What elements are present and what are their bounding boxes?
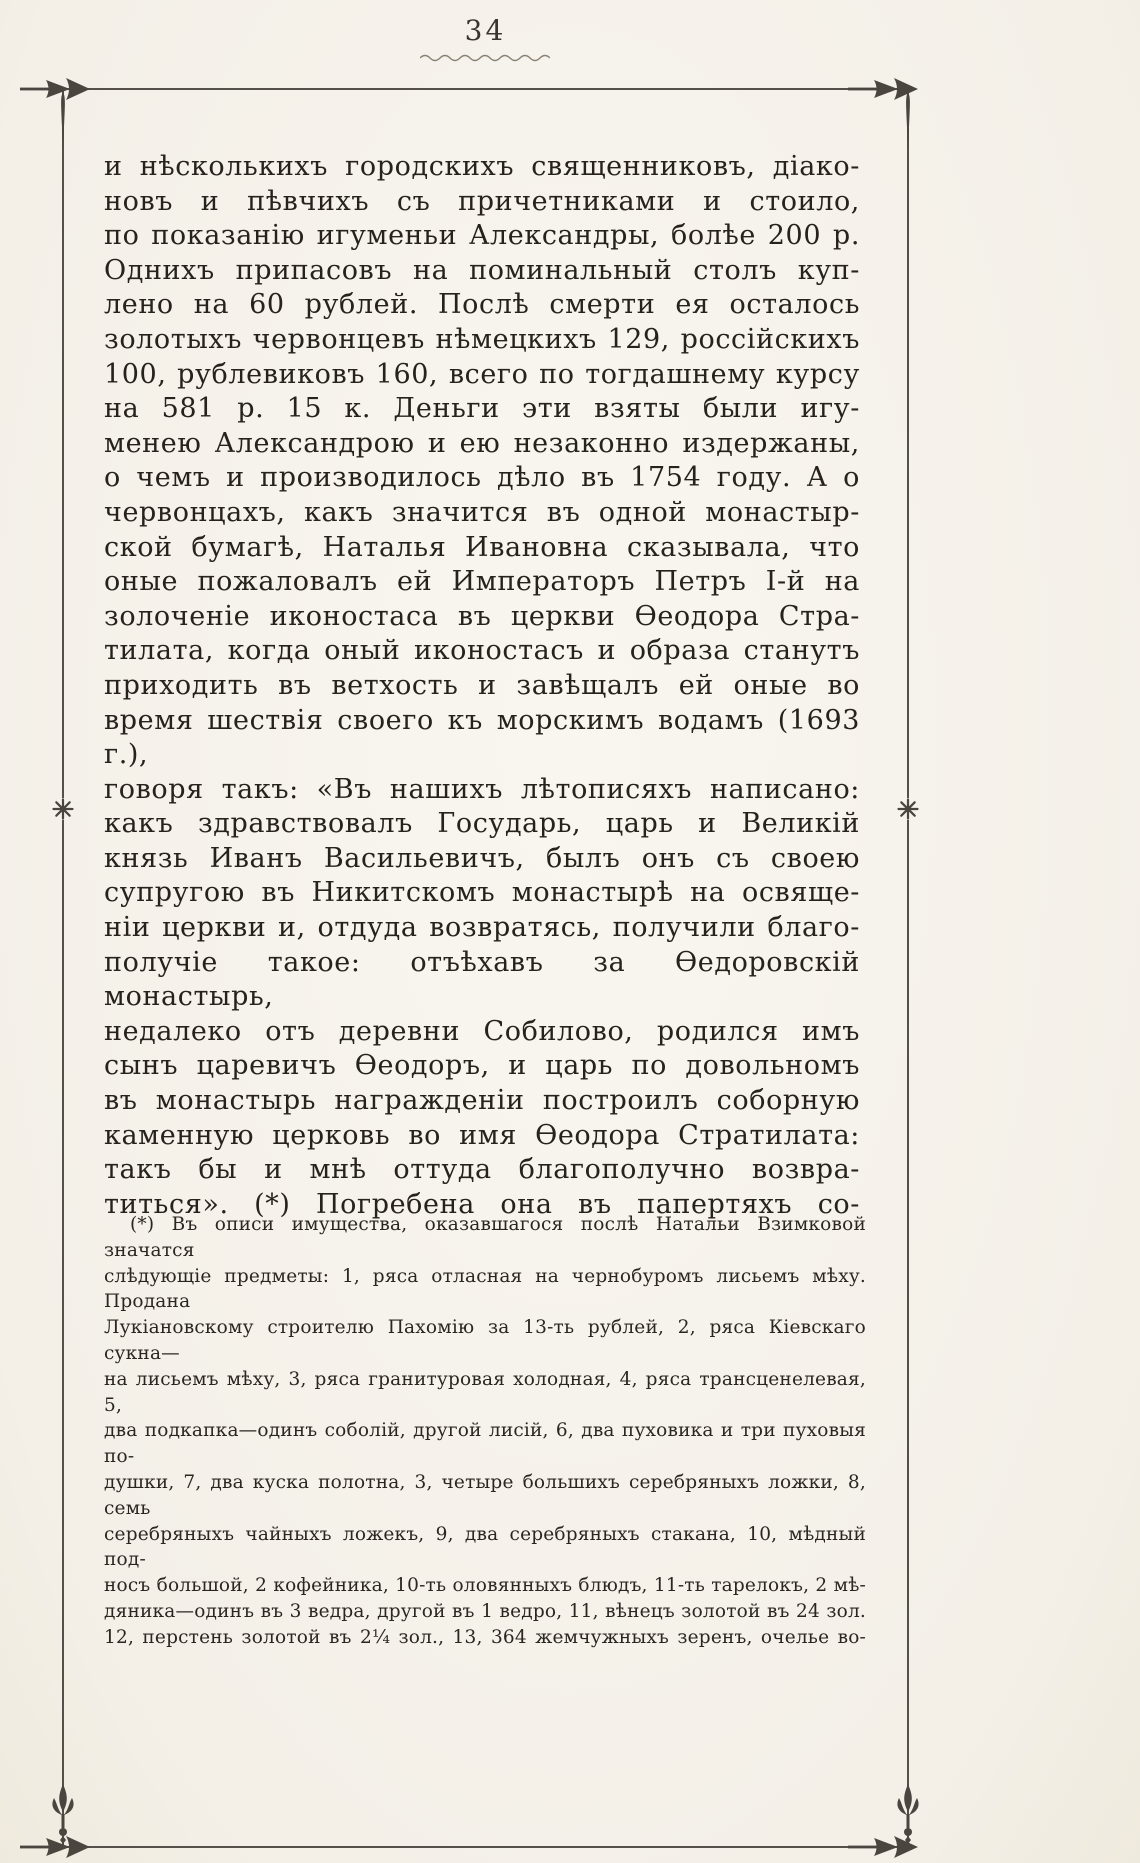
text-line: (*) Въ описи имущества, оказавшагося послѣ Натальи Взимковой значатся xyxy=(104,1214,866,1261)
text-line: менею Александрою и ею незаконно издержаны, xyxy=(104,427,860,459)
bottom-left-corner-arrow-ornament xyxy=(20,1833,92,1861)
text-line: 100, рублевиковъ 160, всего по тогдашнему курсу xyxy=(104,358,860,390)
text-line: время шествія своего къ морскимъ водамъ (1693 г.), xyxy=(104,704,860,771)
text-line: говоря такъ: «Въ нашихъ лѣтописяхъ написано: xyxy=(104,773,860,805)
text-line: получіе такое: отъѣхавъ за Ѳедоровскій монастырь, xyxy=(104,946,860,1013)
header-rule-ornament xyxy=(420,52,550,64)
text-line: ніи церкви и, отдуда возвратясь, получили благо- xyxy=(104,912,860,944)
text-line: каменную церковь во имя Ѳеодора Стратилата: xyxy=(104,1119,860,1151)
text-line: и нѣсколькихъ городскихъ священниковъ, діако- xyxy=(104,151,860,182)
text-line: золоченіе иконостаса въ церкви Ѳеодора Стра- xyxy=(104,600,860,632)
text-line: оные пожаловалъ ей Императоръ Петръ I-й на xyxy=(104,566,860,598)
text-line: новъ и пѣвчихъ съ причетниками и стоило, xyxy=(104,185,860,217)
text-line: душки, 7, два куска полотна, 3, четыре большихъ серебряныхъ ложки, 8, семь xyxy=(104,1471,866,1519)
text-line: носъ большой, 2 кофейника, 10-ть оловянныхъ блюдъ, 11-ть тарелокъ, 2 мѣ- xyxy=(104,1575,866,1597)
text-line: титься». (*) Погребена она въ папертяхъ со- xyxy=(104,1188,860,1220)
text-line: о чемъ и производилось дѣло въ 1754 году. А о xyxy=(104,462,860,494)
text-line: въ монастырь награжденіи построилъ соборную xyxy=(104,1085,860,1117)
text-line: серебряныхъ чайныхъ ложекъ, 9, два серебряныхъ стакана, 10, мѣдный под- xyxy=(104,1523,866,1571)
text-line: Однихъ припасовъ на поминальный столъ куп- xyxy=(104,254,860,286)
text-line: золотыхъ червонцевъ нѣмецкихъ 129, россійскихъ xyxy=(104,323,860,355)
left-pendant-spike-ornament xyxy=(57,92,69,150)
text-line: недалеко отъ деревни Собилово, родился имъ xyxy=(104,1015,860,1047)
text-line: такъ бы и мнѣ оттуда благополучно возвра- xyxy=(104,1154,860,1186)
text-line: червонцахъ, какъ значится въ одной монастыр- xyxy=(104,496,860,528)
text-line: супругою въ Никитскомъ монастырѣ на освяще- xyxy=(104,877,860,909)
text-line: какъ здравствовалъ Государь, царь и Великій xyxy=(104,808,860,840)
footnote xyxy=(104,1212,866,1651)
text-line: два подкапка—одинъ соболій, другой лисій, 6, два пуховика и три пуховыя по- xyxy=(104,1420,866,1468)
left-side-star-ornament xyxy=(51,797,75,821)
text-line: на лисьемъ мѣху, 3, ряса гранитуровая холодная, 4, ряса трансценелевая, 5, xyxy=(104,1368,866,1416)
bottom-right-corner-arrow-ornament xyxy=(848,1833,920,1861)
right-side-star-ornament xyxy=(896,797,920,821)
text-line: слѣдующіе предметы: 1, ряса отласная на чернобуромъ лисьемъ мѣху. Продана xyxy=(104,1265,866,1313)
text-line: по показанію игуменьи Александры, болѣе 200 р. xyxy=(104,220,860,252)
text-line: князь Иванъ Васильевичъ, былъ онъ съ своею xyxy=(104,842,860,874)
text-line: тилата, когда оный иконостасъ и образа станутъ xyxy=(104,635,860,667)
text-line: ской бумагѣ, Наталья Ивановна сказывала, что xyxy=(104,531,860,563)
main-text xyxy=(104,150,860,1222)
text-line: 12, перстень золотой въ 2¼ зол., 13, 364 жемчужныхъ зеренъ, очелье во- xyxy=(104,1626,866,1648)
page-number: 34 xyxy=(464,14,507,47)
top-left-corner-arrow-ornament xyxy=(20,75,92,103)
text-line: Лукіановскому строителю Пахомію за 13-ть рублей, 2, ряса Кіевскаго сукна— xyxy=(104,1317,866,1364)
text-line: сынъ царевичъ Ѳеодоръ, и царь по довольномъ xyxy=(104,1050,860,1082)
text-line: лено на 60 рублей. Послѣ смерти ея осталось xyxy=(104,289,860,321)
right-pendant-spike-ornament xyxy=(902,92,914,150)
text-line: приходить въ ветхость и завѣщалъ ей оные во xyxy=(104,669,860,701)
text-line: дяника—одинъ въ 3 ведра, другой въ 1 ведро, 11, вѣнецъ золотой въ 24 зол. xyxy=(104,1600,866,1622)
text-line: на 581 р. 15 к. Деньги эти взяты были игу- xyxy=(104,393,860,425)
